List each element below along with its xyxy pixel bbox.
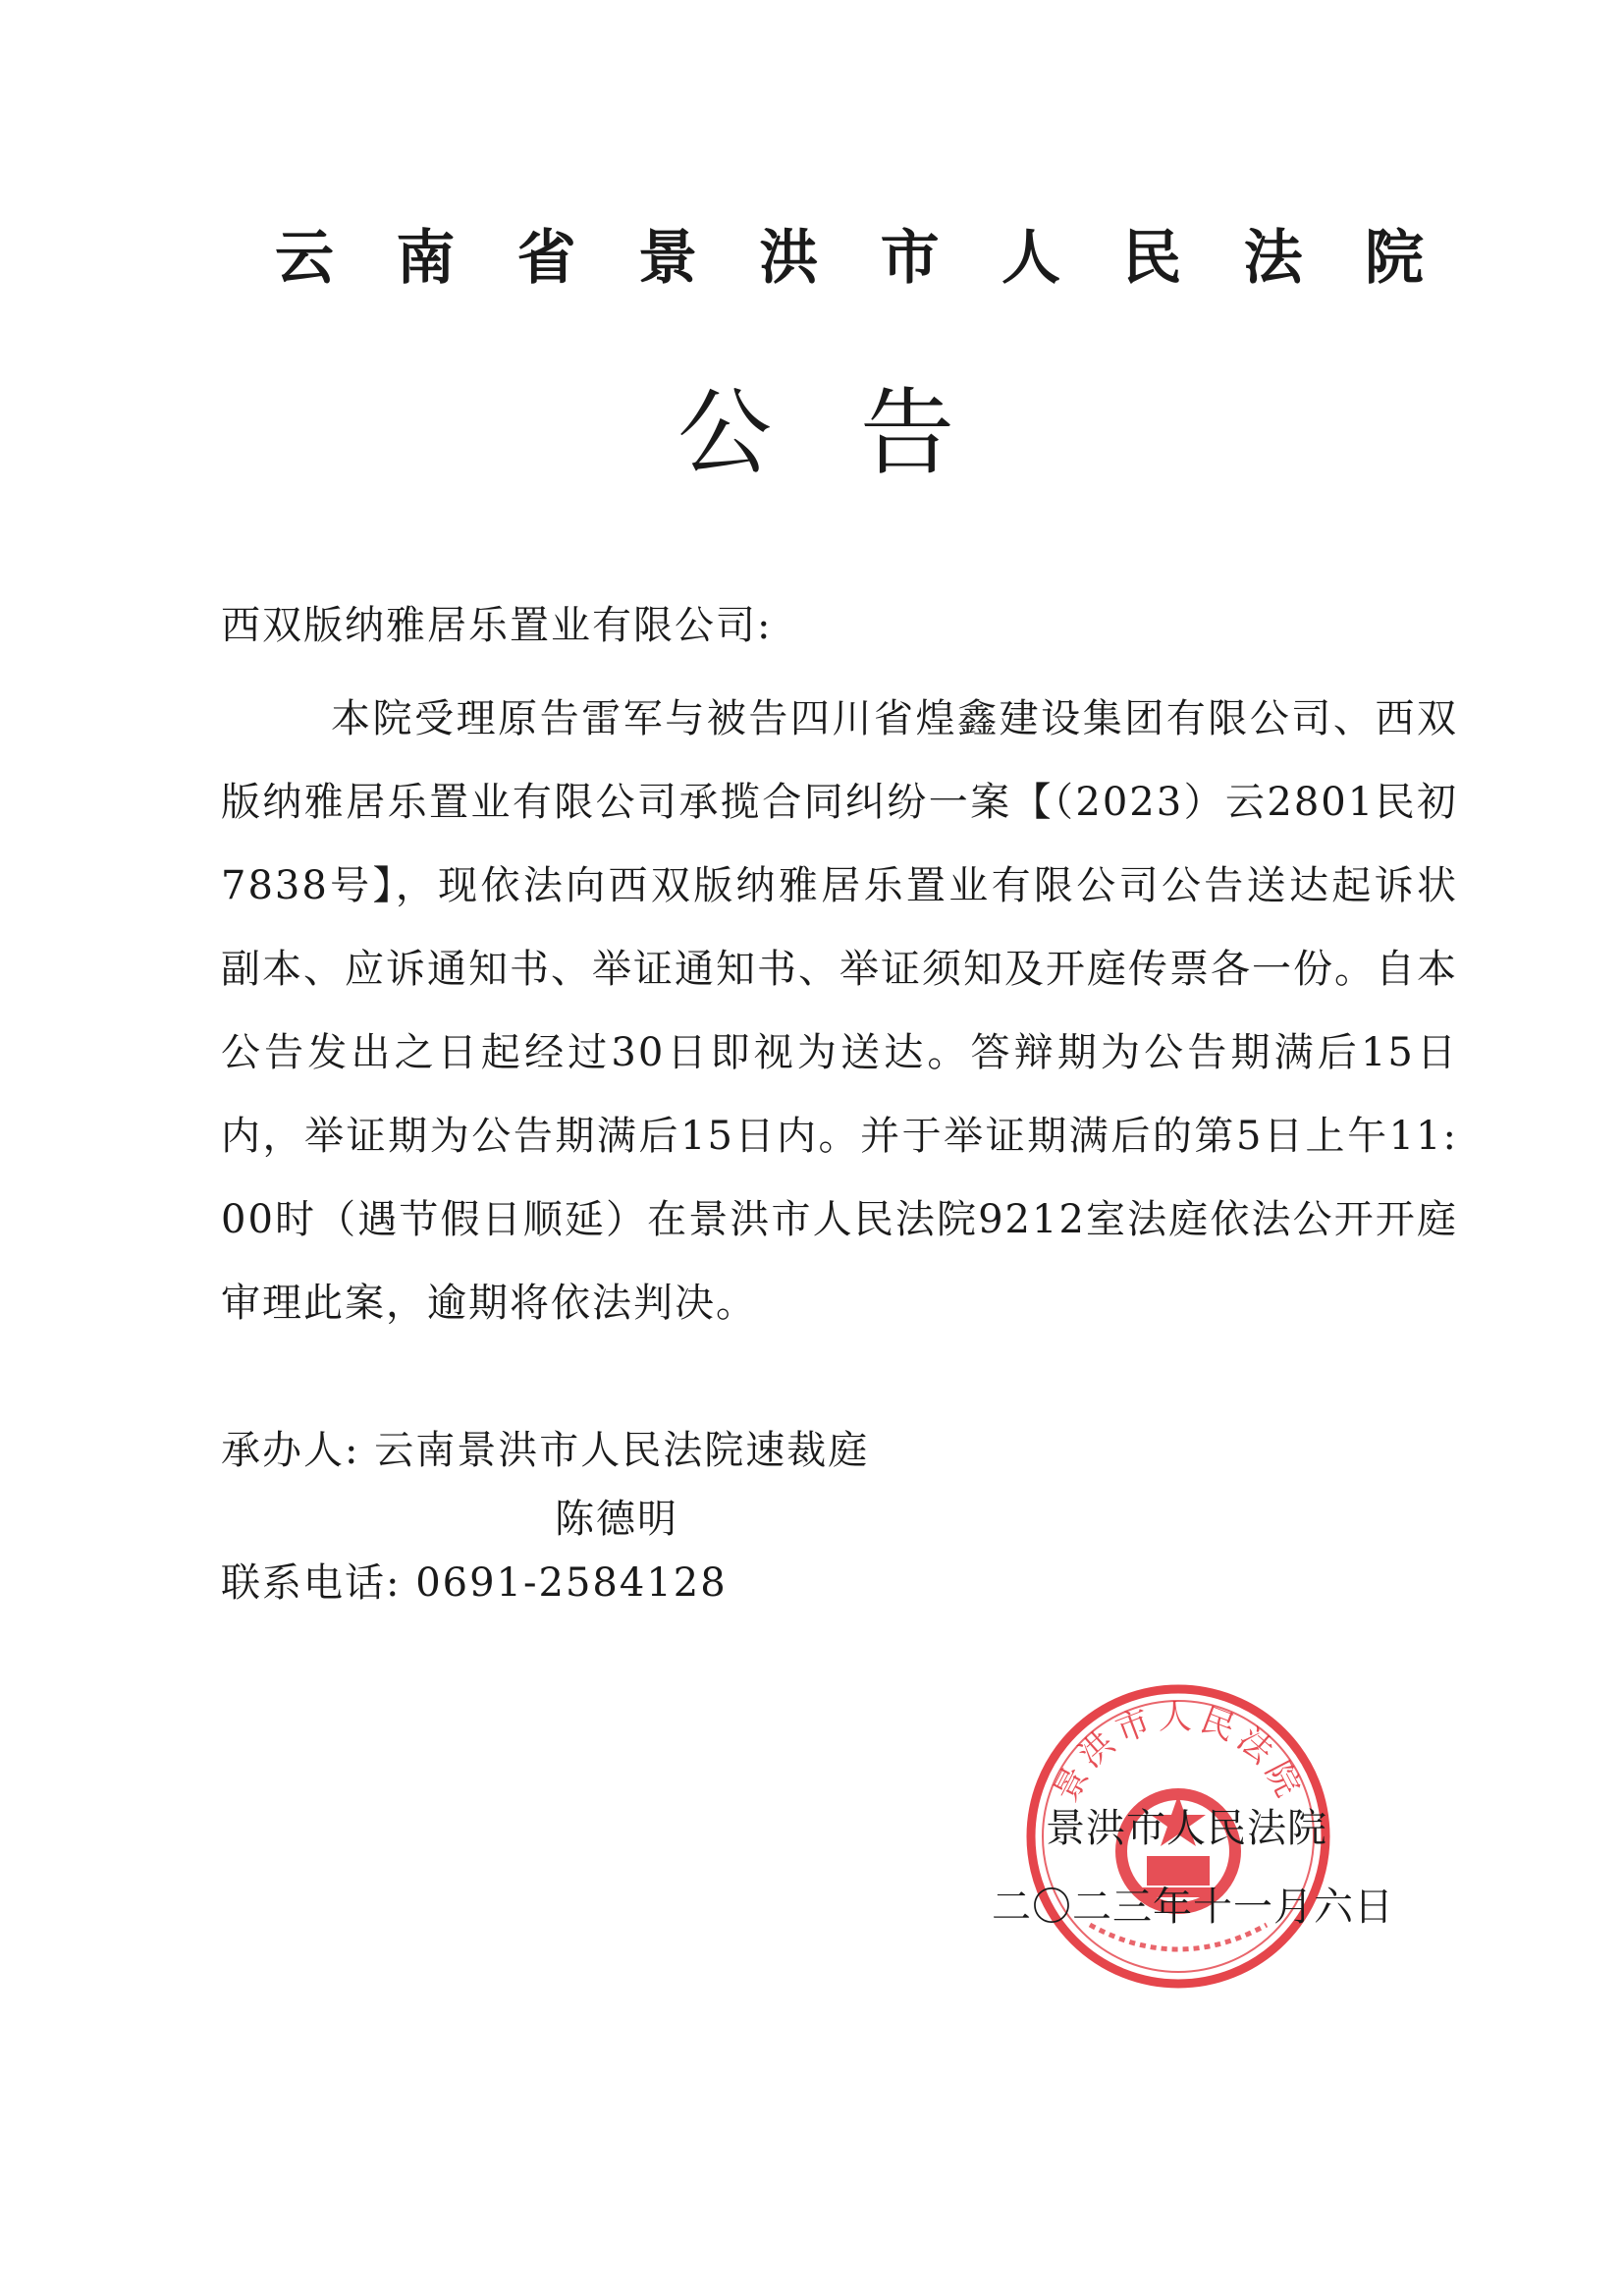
court-name-char: 省	[516, 224, 576, 293]
signature-date: 二〇二三年十一月六日	[992, 1885, 1394, 1930]
undertaker-dept: 云南景洪市人民法院速裁庭	[374, 1428, 870, 1473]
signature-court: 景洪市人民法院	[1046, 1806, 1327, 1851]
document-title: 公告	[677, 378, 1043, 488]
phone-label: 联系电话:	[221, 1560, 402, 1606]
phone-number: 0691-2584128	[415, 1560, 728, 1606]
court-name-char: 洪	[759, 224, 819, 293]
court-name-heading	[275, 211, 1424, 296]
addressee: 西双版纳雅居乐置业有限公司:	[221, 603, 773, 648]
court-name-char: 云	[275, 224, 334, 293]
seal-arc-text: 景洪市人民法院	[1046, 1698, 1311, 1809]
court-name-char: 景	[637, 224, 697, 293]
court-name-char: 人	[1001, 224, 1060, 293]
notice-body: 本院受理原告雷军与被告四川省煌鑫建设集团有限公司、西双版纳雅居乐置业有限公司承揽合同纠纷一案【（2023）云2801民初7838号】，现依法向西双版纳雅居乐置业有限公司公告送达起诉状副本、应诉通知书、举证通知书、举证须知及开庭传票各一份。自本公告发出之日起经过30日即视为送达。答辩期为公告期满后15日内，举证期为公告期满后15日内。并于举证期满后的第5日上午11:00时（遇节假日顺延）在景洪市人民法院9212室法庭依法公开开庭审理此案，逾期将依法判决。	[221, 696, 1458, 1326]
undertaker-row	[221, 1419, 869, 1475]
phone-row	[221, 1552, 728, 1608]
court-name-char: 市	[880, 224, 940, 293]
court-name-char: 院	[1364, 224, 1424, 293]
court-name-char: 法	[1243, 224, 1303, 293]
undertaker-label: 承办人:	[221, 1428, 360, 1473]
court-name-char: 南	[396, 224, 456, 293]
judge-name: 陈德明	[555, 1497, 678, 1542]
court-name-char: 民	[1122, 224, 1182, 293]
